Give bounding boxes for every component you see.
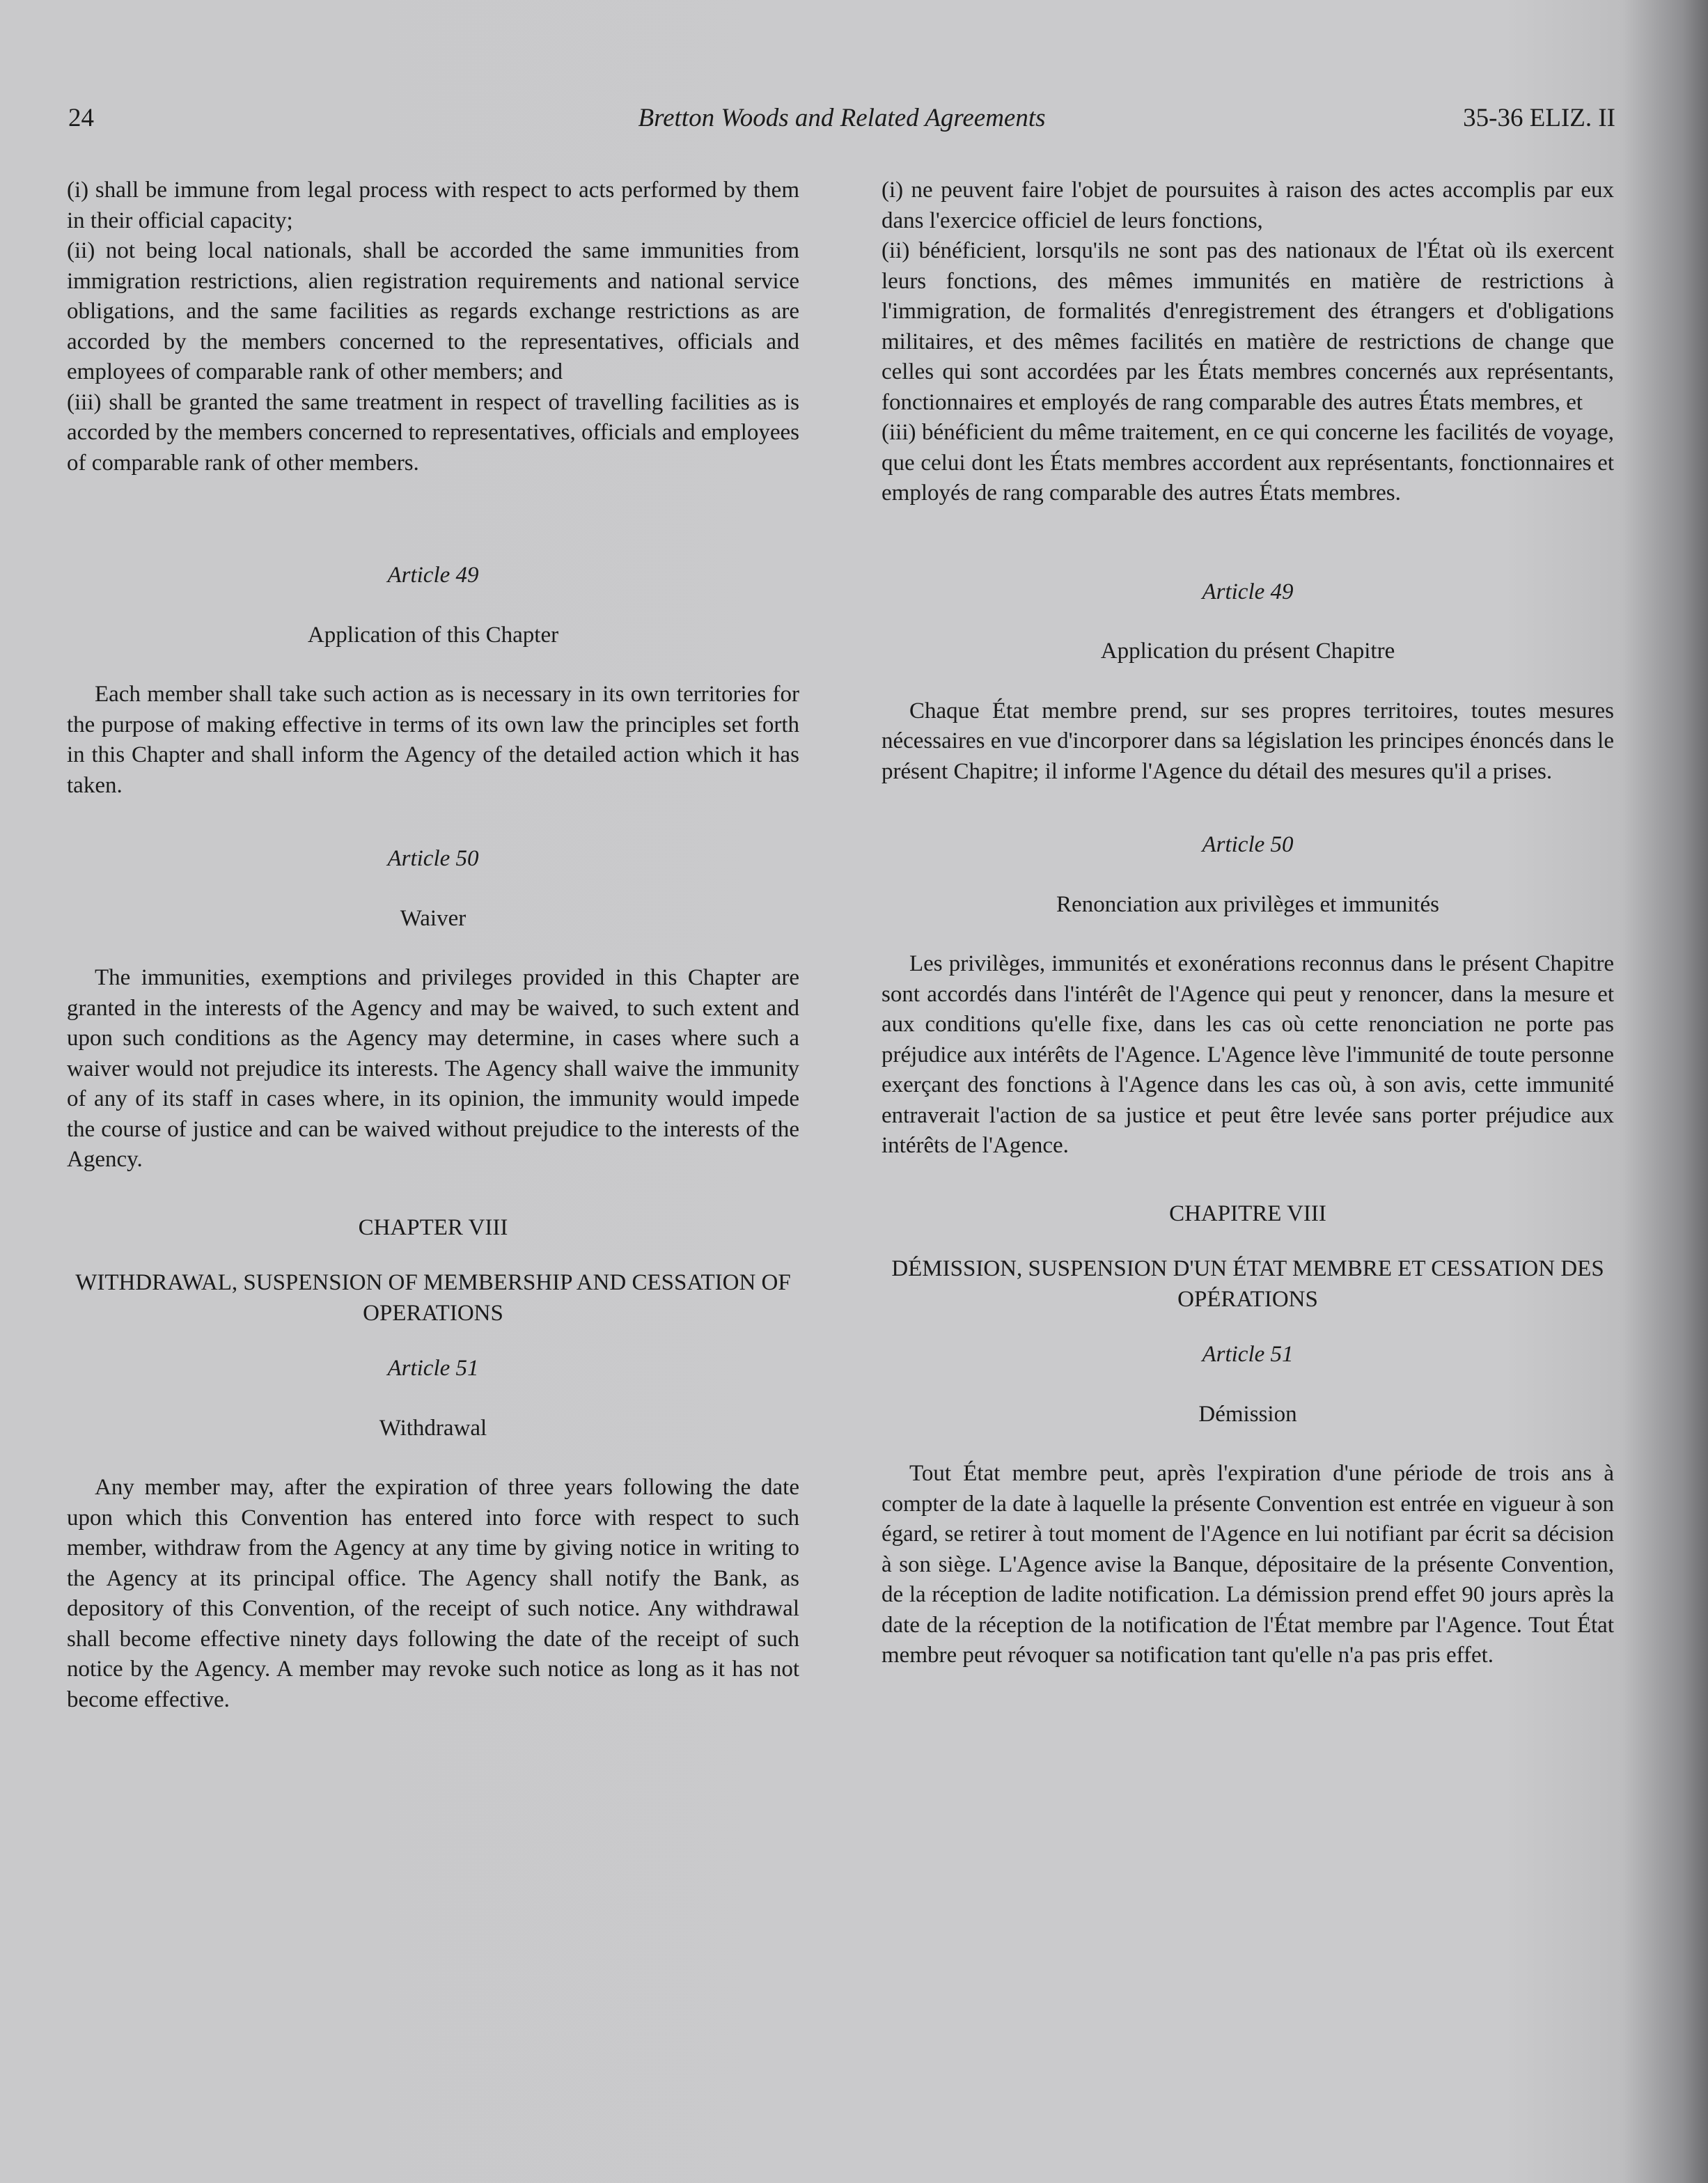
article-49-text: Each member shall take such action as is necessary in its own territories for the purpose of making effective in terms of its own law the principles set forth in this Chapter and shall inform the Agency of the detailed action which it has taken. [67,682,799,798]
article-51-title: Démission [1198,1401,1297,1427]
article-51-number: Article 51 [1202,1342,1294,1367]
running-title: Bretton Woods and Related Agreements [638,104,1046,132]
english-column [67,175,799,1715]
chapter-number: CHAPTER VIII [358,1214,508,1240]
chapter-title: DÉMISSION, SUSPENSION D'UN ÉTAT MEMBRE ET CESSATION DES OPÉRATIONS [891,1256,1604,1312]
running-header [68,103,1615,138]
chapter-number: CHAPITRE VIII [1169,1200,1326,1226]
article-50-number: Article 50 [387,846,479,871]
clause-ii: (ii) bénéficient, lorsqu'ils ne sont pas des nationaux de l'État où ils exercent leurs fonctions, des mêmes immunités en matière de restrictions à l'immigration, de formalités d'enregistrement des étrangers et d'obligations militaires, et des mêmes facilités en matière de restrictions de change que celles qui sont accordées par les États membres concernés aux représentants, fonctionnaires et employés de rang comparable des autres États membres, et [882,238,1614,415]
article-49-number: Article 49 [387,563,479,588]
article-49-number: Article 49 [1202,579,1294,604]
article-50-title: Waiver [400,905,467,931]
article-49-text: Chaque État membre prend, sur ses propres territoires, toutes mesures nécessaires en vue d'incorporer dans sa législation les principes énoncés dans le présent Chapitre; il informe l'Agence du détail des mesures qu'il a prises. [882,698,1614,784]
regnal-year: 35-36 ELIZ. II [1463,104,1615,132]
clause-i: (i) ne peuvent faire l'objet de poursuites à raison des actes accomplis par eux dans l'exercice officiel de leurs fonctions, [882,178,1614,233]
french-column [882,175,1614,1671]
page-number: 24 [68,104,94,132]
article-50-title: Renonciation aux privilèges et immunités [1056,891,1439,917]
article-51-text: Tout État membre peut, après l'expiration d'une période de trois ans à compter de la date à laquelle la présente Convention est entrée en vigueur à son égard, se retirer à tout moment de l'Agence en lui notifiant par écrit sa décision à son siège. L'Agence avise la Banque, dépositaire de la présente Convention, de la réception de ladite notification. La démission prend effet 90 jours après la date de la réception de la notification de l'État membre par l'Agence. Tout État membre peut révoquer sa notification tant qu'elle n'a pas pris effet. [882,1461,1614,1668]
article-51-title: Withdrawal [379,1415,487,1441]
article-49-title: Application of this Chapter [307,622,559,648]
article-51-text: Any member may, after the expiration of three years following the date upon which this Convention has entered into force with respect to such member, withdraw from the Agency at any time by giving notice in writing to the Agency at its principal office. The Agency shall notify the Bank, as depository of this Convention, of the receipt of such notice. Any withdrawal shall become effective ninety days following the date of the receipt of such notice by the Agency. A member may revoke such notice as long as it has not become effective. [67,1475,799,1712]
article-50-number: Article 50 [1202,832,1294,857]
clause-iii: (iii) shall be granted the same treatment in respect of travelling facilities as is accorded by the members concerned to representatives, officials and employees of comparable rank of other members. [67,389,799,476]
article-50-text: The immunities, exemptions and privileges provided in this Chapter are granted in the interests of the Agency and may be waived, to such extent and upon such conditions as the Agency may determine, in cases where such a waiver would not prejudice its interests. The Agency shall waive the immunity of any of its staff in cases where, in its opinion, the immunity would impede the course of justice and can be waived without prejudice to the interests of the Agency. [67,965,799,1172]
clause-i: (i) shall be immune from legal process with respect to acts performed by them in their official capacity; [67,178,799,233]
article-49-title: Application du présent Chapitre [1100,639,1395,664]
clause-iii: (iii) bénéficient du même traitement, en ce qui concerne les facilités de voyage, que celui dont les États membres accordent aux représentants, fonctionnaires et employés de rang comparable des autres États membres. [882,420,1614,506]
article-50-text: Les privilèges, immunités et exonérations reconnus dans le présent Chapitre sont accordés dans l'intérêt de l'Agence qui peut y renoncer, dans la mesure et aux conditions qu'elle fixe, dans les cas où cette renonciation ne porte pas préjudice aux intérêts de l'Agence. L'Agence lève l'immunité de toute personne exerçant des fonctions à l'Agence dans les cas où, à son avis, cette immunité entraverait l'action de sa justice et peut être levée sans porter préjudice aux intérêts de l'Agence. [882,951,1614,1158]
clause-ii: (ii) not being local nationals, shall be accorded the same immunities from immigration restrictions, alien registration requirements and national service obligations, and the same facilities as regards exchange restrictions as are accorded by the members concerned to the representatives, officials and employees of comparable rank of other members; and [67,238,799,384]
chapter-title: WITHDRAWAL, SUSPENSION OF MEMBERSHIP AND CESSATION OF OPERATIONS [75,1270,791,1326]
article-51-number: Article 51 [387,1356,479,1381]
